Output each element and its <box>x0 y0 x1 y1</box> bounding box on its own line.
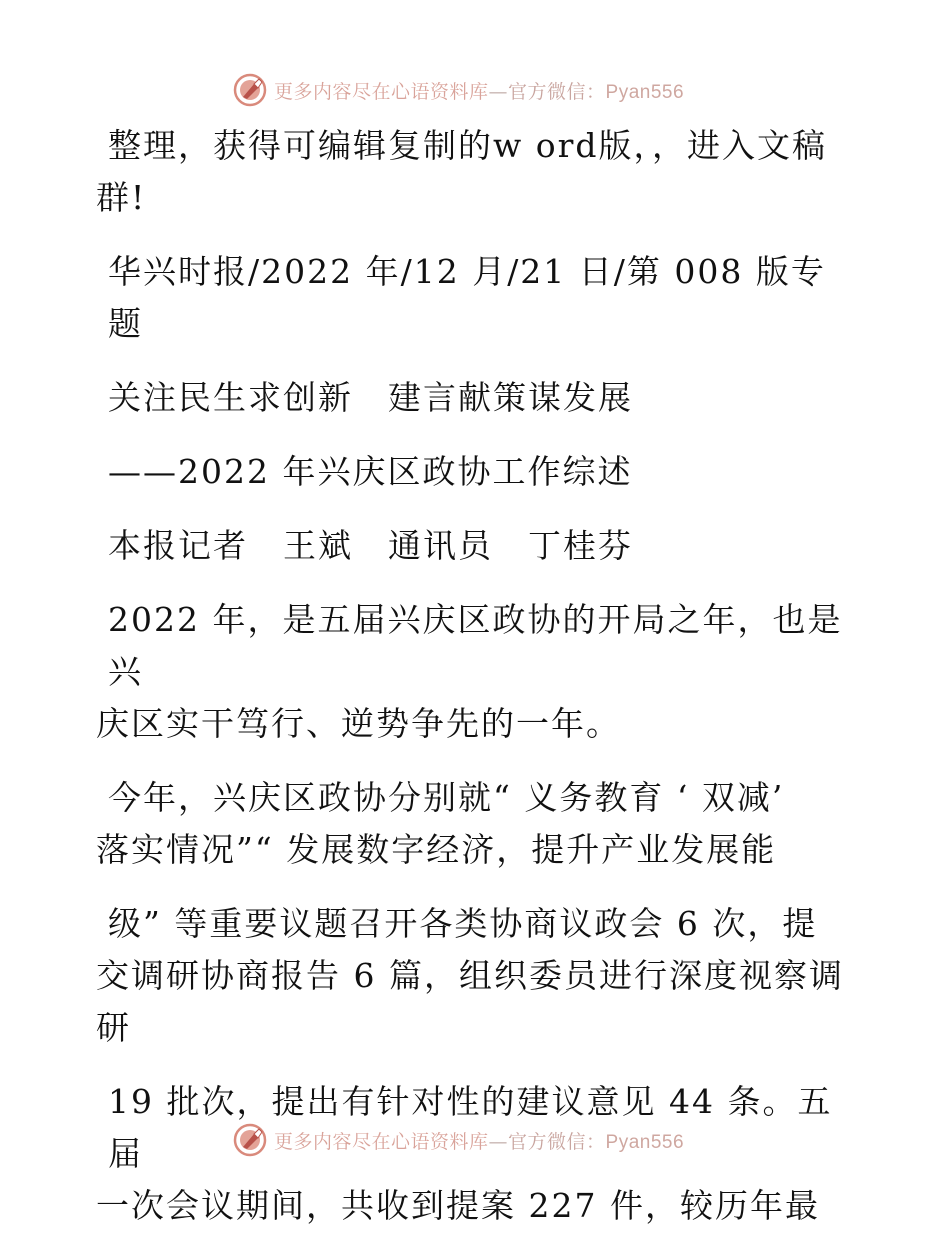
text-line: 级” 等重要议题召开各类协商议政会 6 次，提 <box>108 904 818 943</box>
article-title <box>96 372 856 424</box>
watermark-site: 更多内容尽在心语资料库 <box>274 1130 489 1153</box>
watermark-footer <box>232 1120 712 1160</box>
watermark-site: 更多内容尽在心语资料库 <box>274 80 489 103</box>
byline <box>96 520 856 572</box>
watermark-separator: — <box>488 80 509 103</box>
text-line: 今年，兴庆区政协分别就“ 义务教育 ‘ 双减’ <box>108 778 785 817</box>
source-line <box>96 246 856 350</box>
watermark-wechat-label: 官方微信： <box>508 1130 606 1153</box>
text-line: 落实情况”“ 发展数字经济，提升产业发展能 <box>96 830 777 869</box>
text-line: 庆区实干笃行、逆势争先的一年。 <box>96 704 621 743</box>
watermark-header <box>232 70 712 110</box>
paragraph-2 <box>96 772 856 876</box>
watermark-separator: — <box>488 1130 509 1153</box>
document-body <box>96 120 856 1254</box>
pen-nib-logo-icon <box>232 72 268 108</box>
watermark-text <box>274 77 684 104</box>
text-line: 关注民生求创新 建言献策谋发展 <box>108 378 633 417</box>
article-subtitle <box>96 446 856 498</box>
paragraph-1 <box>96 594 856 750</box>
watermark-wechat-label: 官方微信： <box>508 80 606 103</box>
text-line: 研 <box>96 1008 131 1047</box>
text-line: 本报记者 王斌 通讯员 丁桂芬 <box>108 526 633 565</box>
paragraph-3 <box>96 898 856 1054</box>
text-line: 整理，获得可编辑复制的w ord版，，进入文稿 <box>108 126 828 165</box>
intro-paragraph <box>96 120 856 224</box>
watermark-handle: Pyan556 <box>605 1131 685 1153</box>
text-line: ——2022 年兴庆区政协工作综述 <box>108 452 633 491</box>
text-line: 群! <box>96 178 147 217</box>
watermark-text <box>274 1127 684 1154</box>
watermark-handle: Pyan556 <box>605 81 685 103</box>
text-line: 一次会议期间，共收到提案 227 件，较历年最 <box>96 1186 820 1225</box>
text-line: 2022 年，是五届兴庆区政协的开局之年，也是兴 <box>108 600 843 691</box>
text-line: 交调研协商报告 6 篇，组织委员进行深度视察调 <box>96 956 844 995</box>
text-line: 19 批次，提出有针对性的建议意见 44 条。五届 <box>108 1082 833 1173</box>
pen-nib-logo-icon <box>232 1122 268 1158</box>
text-line: 华兴时报/2022 年/12 月/21 日/第 008 版专题 <box>108 252 826 343</box>
